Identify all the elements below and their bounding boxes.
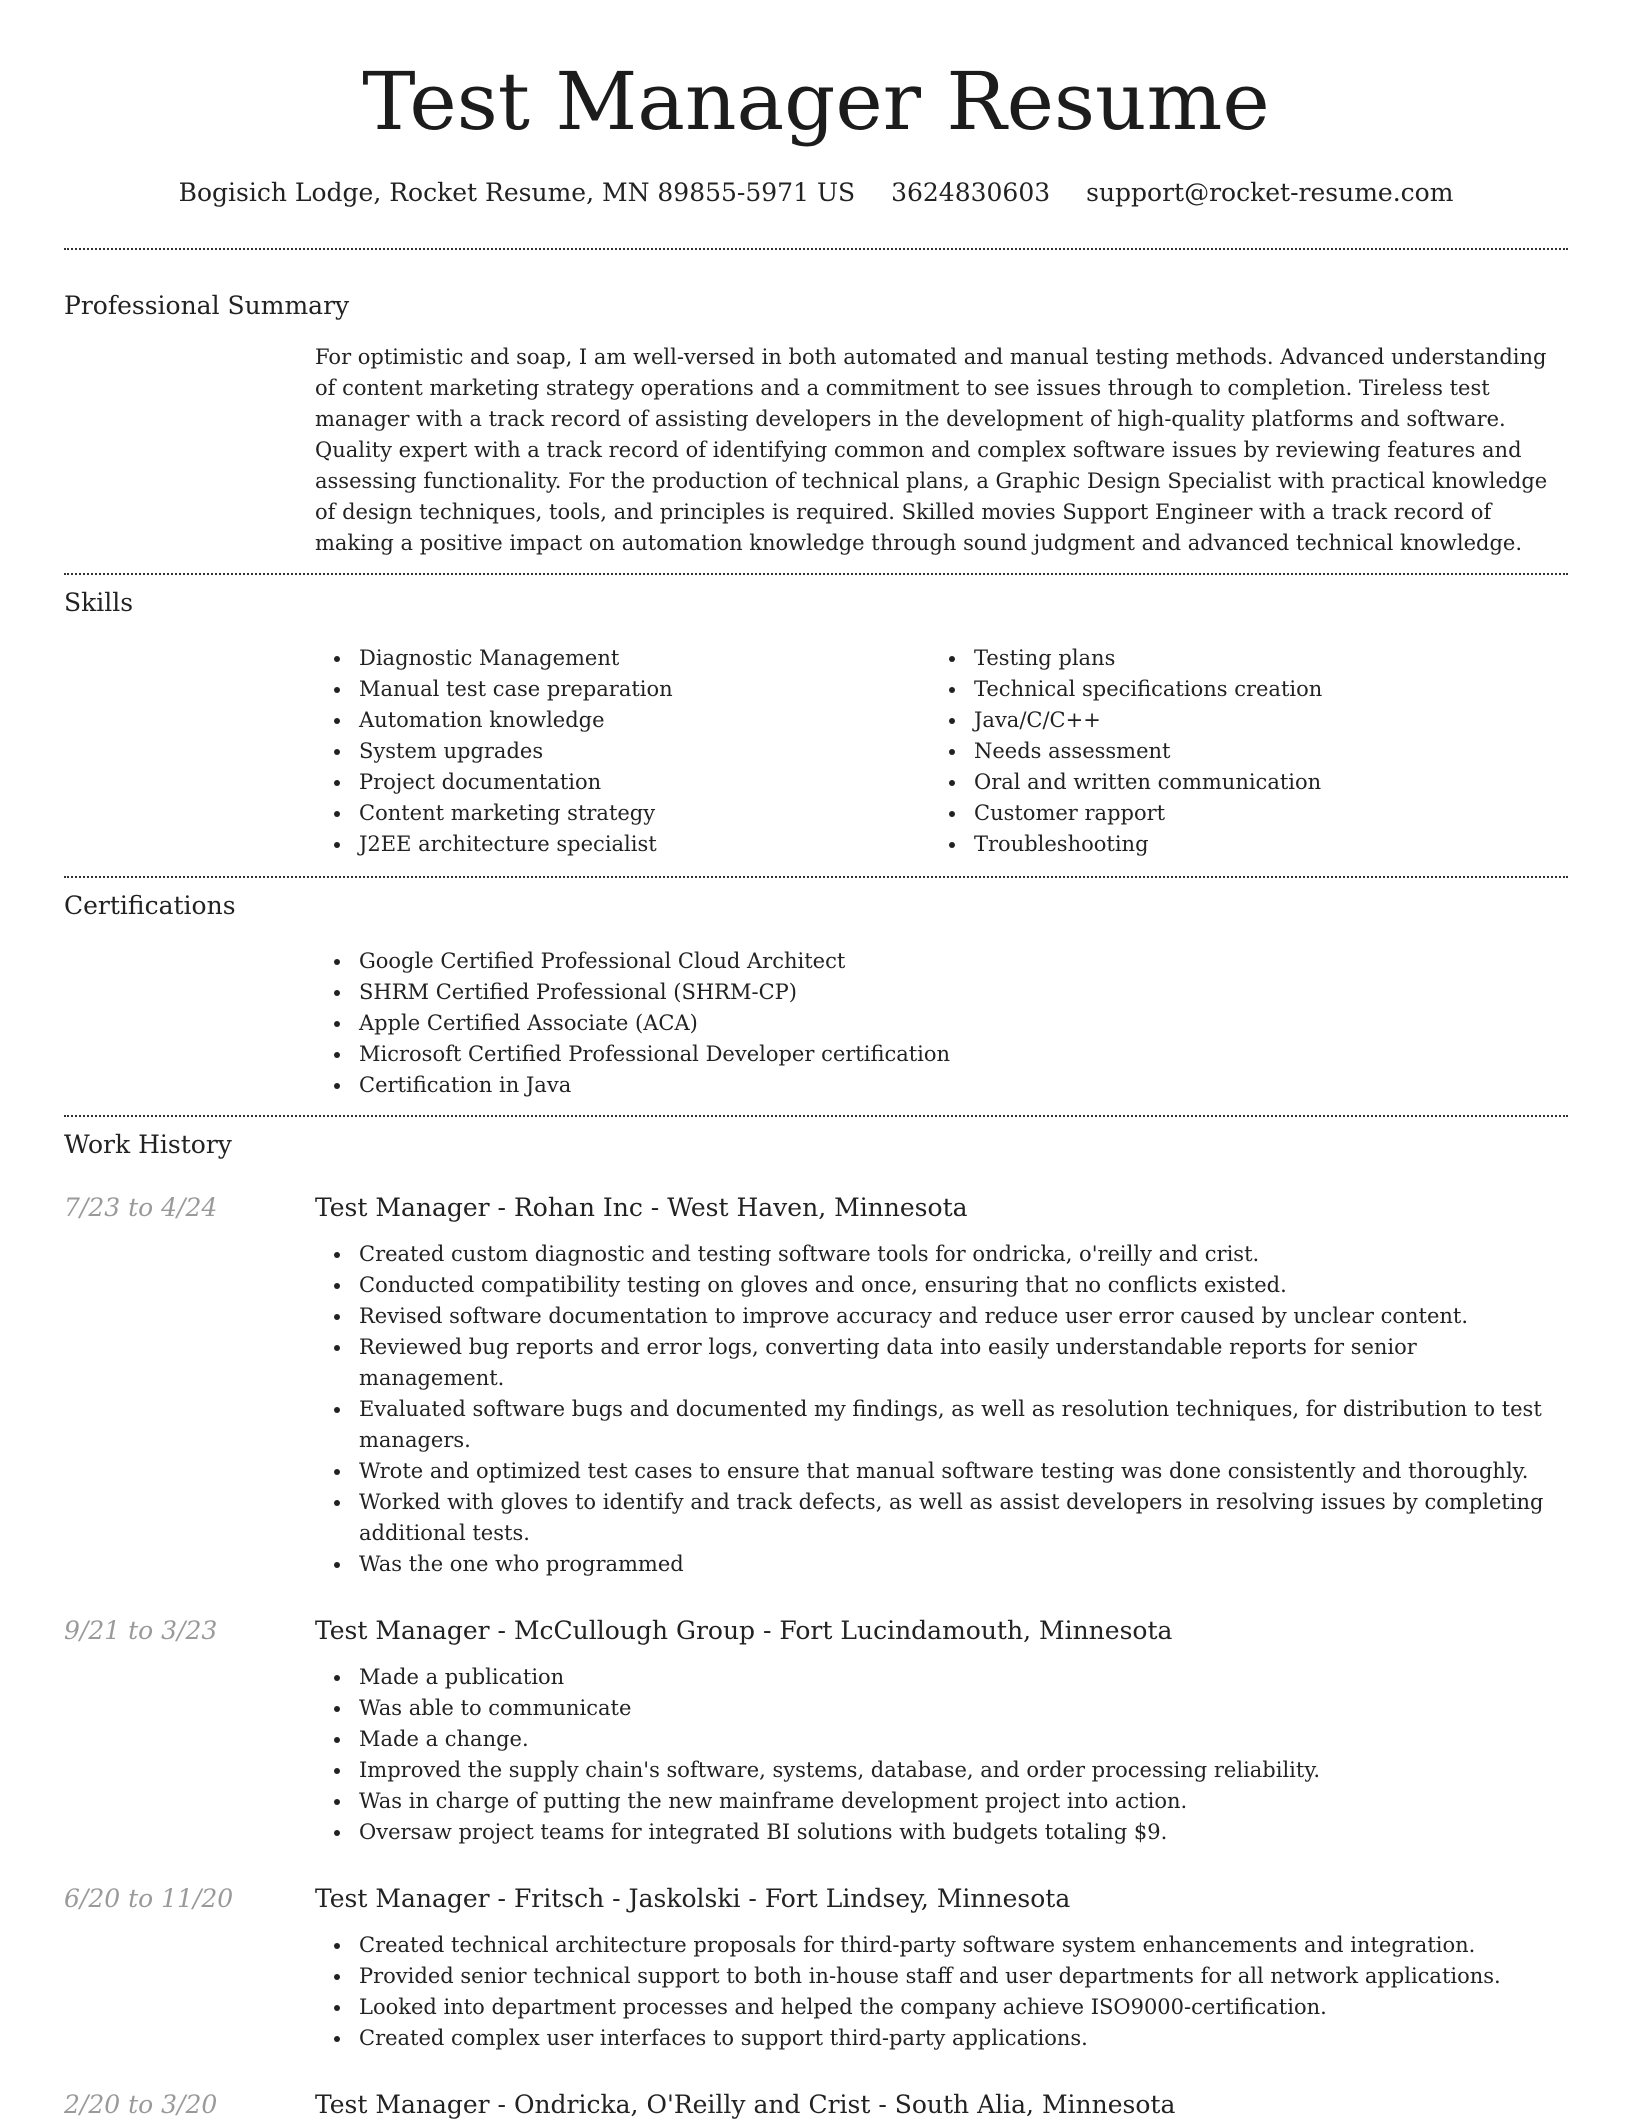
contact-address: Bogisich Lodge, Rocket Resume, MN 89855-5971 US <box>178 178 856 207</box>
job-bullets <box>315 1930 1568 2054</box>
skill-item: Project documentation <box>359 767 930 798</box>
skills-columns <box>315 643 1568 860</box>
certification-item: Google Certified Professional Cloud Architect <box>359 946 1568 977</box>
job-bullet: Created custom diagnostic and testing software tools for ondricka, o'reilly and crist. <box>359 1239 1568 1270</box>
job-bullet: Provided senior technical support to both in-house staff and user departments for all network applications. <box>359 1961 1568 1992</box>
job-entry <box>64 1614 1568 1848</box>
divider <box>64 876 1568 878</box>
job-bullet: Made a publication <box>359 1662 1568 1693</box>
job-date: 2/20 to 3/20 <box>64 2090 218 2119</box>
job-bullets <box>315 1662 1568 1848</box>
skill-item: Needs assessment <box>974 736 1545 767</box>
certification-item: SHRM Certified Professional (SHRM-CP) <box>359 977 1568 1008</box>
job-entry <box>64 1191 1568 1580</box>
skill-item: System upgrades <box>359 736 930 767</box>
job-bullet: Created complex user interfaces to support third-party applications. <box>359 2023 1568 2054</box>
skill-item: Manual test case preparation <box>359 674 930 705</box>
job-bullet: Worked with gloves to identify and track defects, as well as assist developers in resolving issues by completing additional tests. <box>359 1487 1568 1549</box>
skill-item: Content marketing strategy <box>359 798 930 829</box>
job-bullet: Was the one who programmed <box>359 1549 1568 1580</box>
resume-title: Test Manager Resume <box>362 55 1270 148</box>
job-date: 6/20 to 11/20 <box>64 1884 234 1913</box>
job-bullet: Was in charge of putting the new mainframe development project into action. <box>359 1786 1568 1817</box>
summary-text: For optimistic and soap, I am well-versed in both automated and manual testing methods. Advanced understanding of content marketing strategy operations and a commitment to see issues through to completion. Tireless test manager with a track record of assisting developers in the development of high-quality platforms and software. Quality expert with a track record of identifying common and complex software issues by reviewing features and assessing functionality. For the production of technical plans, a Graphic Design Specialist with practical knowledge of design techniques, tools, and principles is required. Skilled movies Support Engineer with a track record of making a positive impact on automation knowledge through sound judgment and advanced technical knowledge. <box>315 345 1548 555</box>
job-heading: Test Manager - Rohan Inc - West Haven, Minnesota <box>315 1193 968 1222</box>
divider <box>64 573 1568 575</box>
divider <box>64 248 1568 250</box>
skill-item: Customer rapport <box>974 798 1545 829</box>
job-heading: Test Manager - McCullough Group - Fort Lucindamouth, Minnesota <box>315 1616 1173 1645</box>
contact-line <box>64 176 1568 210</box>
job-heading: Test Manager - Fritsch - Jaskolski - Fort Lindsey, Minnesota <box>315 1884 1071 1913</box>
job-date: 9/21 to 3/23 <box>64 1616 218 1645</box>
section-title-summary: Professional Summary <box>64 291 350 320</box>
skill-item: Testing plans <box>974 643 1545 674</box>
job-bullet: Looked into department processes and helped the company achieve ISO9000-certification. <box>359 1992 1568 2023</box>
job-entry <box>64 2088 1568 2122</box>
job-bullet: Made a change. <box>359 1724 1568 1755</box>
summary-section <box>64 290 1568 559</box>
skills-column-right <box>930 643 1545 860</box>
job-bullet: Was able to communicate <box>359 1693 1568 1724</box>
job-date: 7/23 to 4/24 <box>64 1193 218 1222</box>
section-title-skills: Skills <box>64 588 134 617</box>
job-entry <box>64 1882 1568 2054</box>
job-bullet: Revised software documentation to improve accuracy and reduce user error caused by unclear content. <box>359 1301 1568 1332</box>
section-title-work-history: Work History <box>64 1130 232 1159</box>
certification-item: Apple Certified Associate (ACA) <box>359 1008 1568 1039</box>
contact-email: support@rocket-resume.com <box>1086 178 1454 207</box>
resume-page <box>64 0 1568 2122</box>
skills-column-left <box>315 643 930 860</box>
job-bullet: Conducted compatibility testing on gloves and once, ensuring that no conflicts existed. <box>359 1270 1568 1301</box>
certification-item: Microsoft Certified Professional Developer certification <box>359 1039 1568 1070</box>
job-heading: Test Manager - Ondricka, O'Reilly and Crist - South Alia, Minnesota <box>315 2090 1176 2119</box>
job-bullet: Improved the supply chain's software, systems, database, and order processing reliability. <box>359 1755 1568 1786</box>
section-title-certifications: Certifications <box>64 891 236 920</box>
skill-item: Technical specifications creation <box>974 674 1545 705</box>
skill-item: Diagnostic Management <box>359 643 930 674</box>
job-bullet: Wrote and optimized test cases to ensure that manual software testing was done consistently and thoroughly. <box>359 1456 1568 1487</box>
skill-item: Automation knowledge <box>359 705 930 736</box>
job-bullets <box>315 1239 1568 1580</box>
work-history-section <box>64 1129 1568 2122</box>
job-bullet: Reviewed bug reports and error logs, converting data into easily understandable reports for senior management. <box>359 1332 1568 1394</box>
certification-item: Certification in Java <box>359 1070 1568 1101</box>
contact-phone: 3624830603 <box>891 178 1051 207</box>
job-bullet: Oversaw project teams for integrated BI solutions with budgets totaling $9. <box>359 1817 1568 1848</box>
certifications-list <box>315 946 1568 1101</box>
job-bullet: Evaluated software bugs and documented my findings, as well as resolution techniques, for distribution to test managers. <box>359 1394 1568 1456</box>
skill-item: Oral and written communication <box>974 767 1545 798</box>
skill-item: Troubleshooting <box>974 829 1545 860</box>
divider <box>64 1115 1568 1117</box>
skill-item: J2EE architecture specialist <box>359 829 930 860</box>
certifications-section <box>64 890 1568 1101</box>
job-bullet: Created technical architecture proposals for third-party software system enhancements and integration. <box>359 1930 1568 1961</box>
skills-section <box>64 587 1568 860</box>
skill-item: Java/C/C++ <box>974 705 1545 736</box>
